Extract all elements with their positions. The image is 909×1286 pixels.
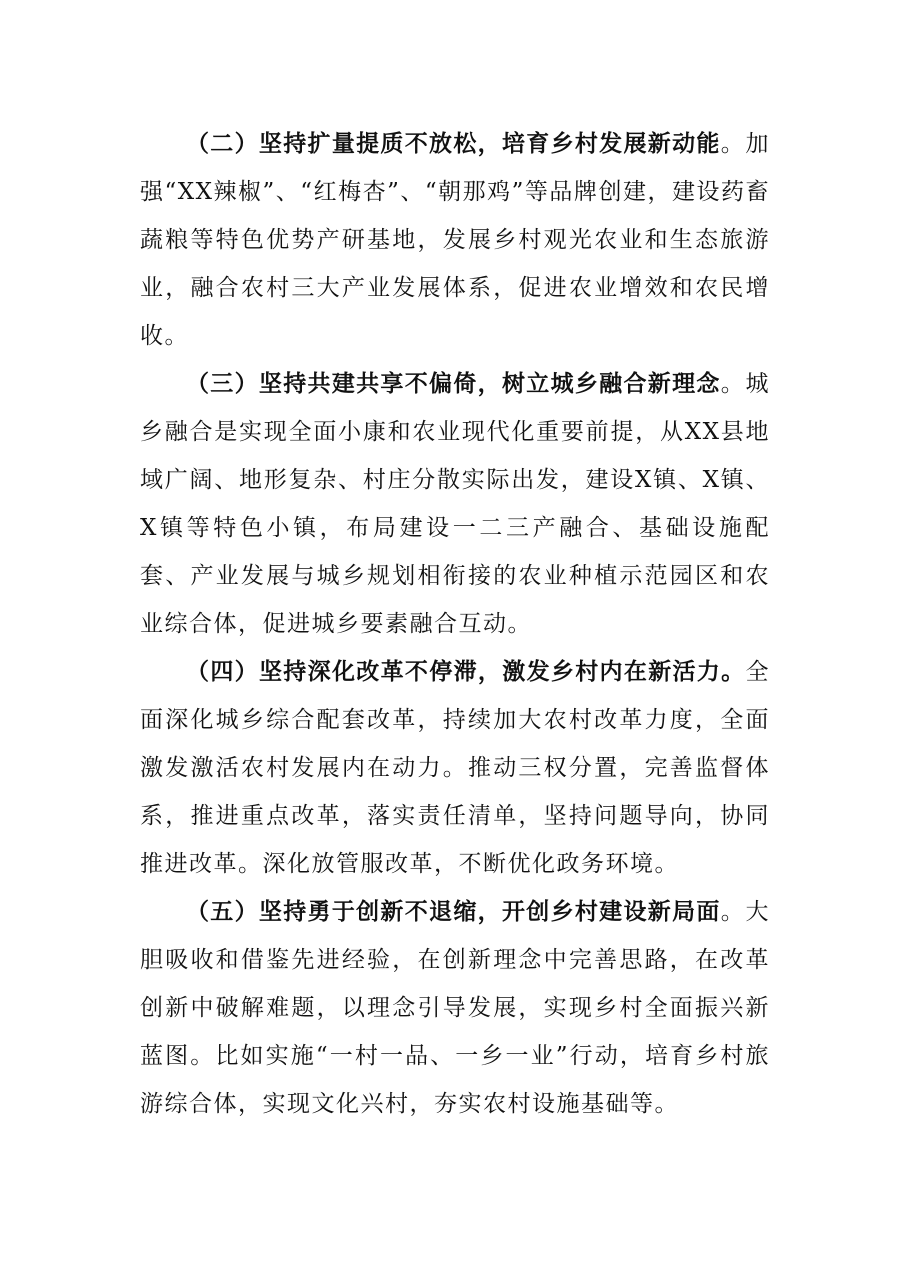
document-page [140, 120, 770, 1128]
paragraph-4 [140, 648, 770, 888]
paragraph-2 [140, 120, 770, 360]
paragraph-body: 。大胆吸收和借鉴先进经验，在创新理念中完善思路，在改革创新中破解难题，以理念引导发展，实现乡村全面振兴新蓝图。比如实施“一村一品、一乡一业”行动，培育乡村旅游综合体，实现文化兴村，夯实农村设施基础等。 [140, 899, 771, 1117]
paragraph-5 [140, 888, 770, 1128]
paragraph-heading: （五）坚持勇于创新不退缩，开创乡村建设新局面 [186, 899, 721, 925]
paragraph-heading: （四）坚持深化改革不停滞，激发乡村内在新活力。 [186, 659, 746, 685]
paragraph-body: 全面深化城乡综合配套改革，持续加大农村改革力度，全面激发激活农村发展内在动力。推动三权分置，完善监督体系，推进重点改革，落实责任清单，坚持问题导向，协同推进改革。深化放管服改革，不断优化政务环境。 [140, 659, 770, 877]
paragraph-3 [140, 360, 770, 648]
paragraph-heading: （二）坚持扩量提质不放松，培育乡村发展新动能 [186, 131, 721, 157]
paragraph-heading: （三）坚持共建共享不偏倚，树立城乡融合新理念 [186, 371, 721, 397]
paragraph-body: 。加强“XX辣椒”、“红梅杏”、“朝那鸡”等品牌创建，建设药畜蔬粮等特色优势产研基地，发展乡村观光农业和生态旅游业，融合农村三大产业发展体系，促进农业增效和农民增收。 [140, 131, 771, 349]
paragraph-body: 。城乡融合是实现全面小康和农业现代化重要前提，从XX县地域广阔、地形复杂、村庄分散实际出发，建设X镇、X镇、X镇等特色小镇，布局建设一二三产融合、基础设施配套、产业发展与城乡规划相衔接的农业种植示范园区和农业综合体，促进城乡要素融合互动。 [140, 371, 771, 637]
